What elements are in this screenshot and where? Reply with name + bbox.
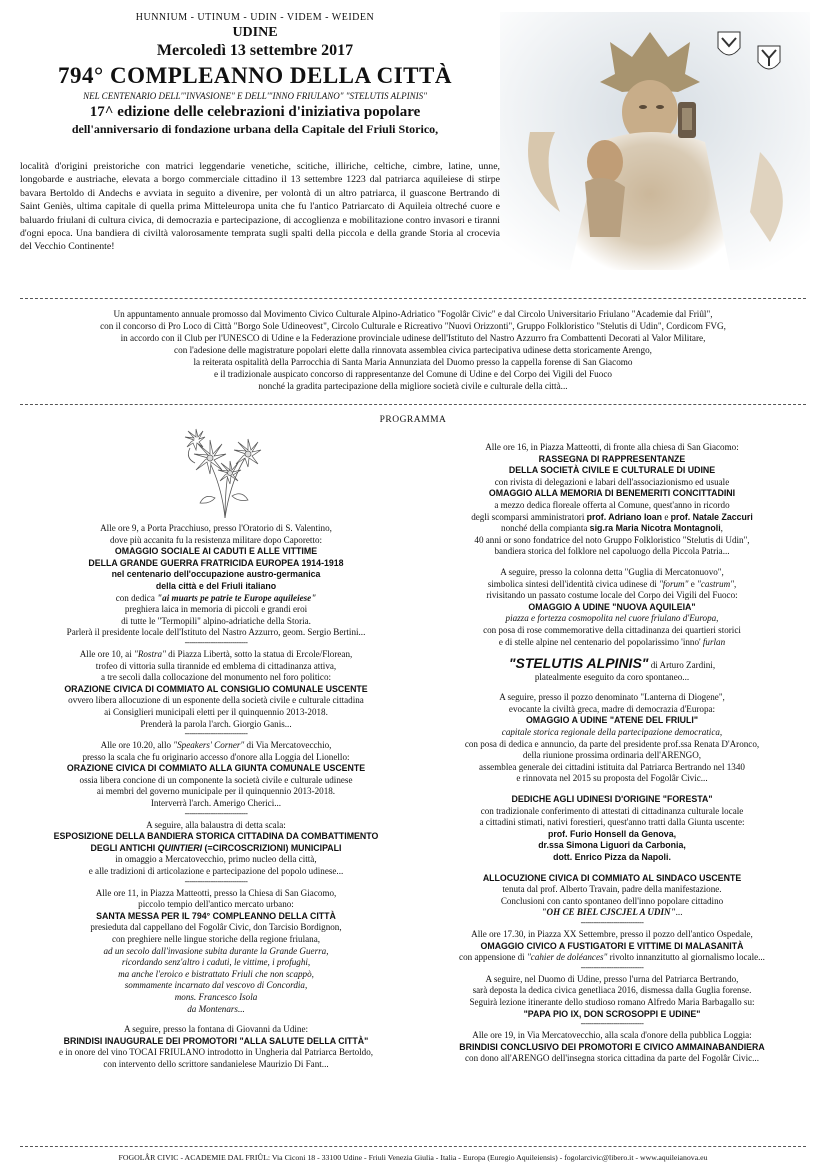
promo-line: nonché la gradita partecipazione della migliore società civile e culturale della città... — [258, 381, 568, 391]
text-line: ovvero libera allocuzione di un esponente della società civile e culturale cittadina — [68, 695, 364, 706]
text-span: di Piazza Libertà, sotto la statua di Ercole/Florean, — [165, 648, 353, 659]
promo-line: in accordo con il Club per l'UNESCO di Udine e la Federazione provinciale udinese dell'Istituto del Nastro Azzurro fra Combattenti Decorati al Valor Militare, — [120, 333, 706, 343]
text-line — [418, 579, 806, 591]
text-line: ma anche l'eroico e bistrattato Friuli che non scappò, — [118, 968, 314, 979]
text-line: Alle ore 19, in Via Mercatovecchio, alla scala d'onore della pubblica Loggia: — [472, 1030, 752, 1041]
text-line: ad un secolo dall'invasione subita durante la Grande Guerra, — [103, 945, 329, 956]
text-line — [418, 637, 806, 649]
separator: ----------------------------- — [580, 917, 644, 927]
text-line: Alle ore 11, in Piazza Matteotti, presso la Chiesa di San Giacomo, — [95, 887, 337, 898]
text-line: capitale storica regionale della partecipazione democratica, — [501, 727, 723, 738]
madonna-statue-image — [500, 12, 810, 270]
event-atene-del-friuli — [418, 692, 806, 792]
text-span: "Speakers' Corner" — [173, 740, 245, 751]
text-line: preghiera laica in memoria di piccoli e grandi eroi — [124, 604, 308, 615]
person-name: prof. Natale Zaccuri — [670, 511, 753, 522]
event-title: ORAZIONE CIVICA DI COMMIATO AL CONSIGLIO COMUNALE USCENTE — [64, 683, 368, 694]
event-title: DELLA SOCIETÀ CIVILE E CULTURALE DI UDINE — [508, 465, 716, 476]
text-span: , — [734, 578, 737, 589]
text-span: e di stelle alpine nel centenario del popolarissimo 'inno' — [498, 636, 703, 647]
text-line: piccolo tempio dell'antico mercato urbano: — [138, 899, 294, 910]
separator: ----------------------------- — [184, 729, 248, 739]
city-name: UDINE — [232, 25, 278, 40]
event-dediche-foresta — [418, 794, 806, 871]
text-line: con tradizionale conferimento di attestati di cittadinanza culturale locale — [480, 805, 744, 816]
text-span: DEGLI ANTICHI — [90, 842, 158, 853]
text-line: con intervento dello scrittore sandanielese Maurizio Di Fant... — [103, 1058, 329, 1069]
text-line: Prenderà la parola l'arch. Giorgio Ganis... — [140, 718, 292, 729]
text-line: ai Consiglieri municipali eletti per il quinquennio 2013-2018. — [104, 706, 328, 717]
promo-line: con il concorso di Pro Loco di Città "Borgo Sole Udineovest", Circolo Culturale e Ricreativo "Nuovi Orizzonti", Gruppo Folkloristico "Stelutis di Udin", Cordicom FVG, — [100, 321, 726, 331]
programme-right-column — [418, 442, 806, 1067]
event-title: ALLOCUZIONE CIVICA DI COMMIATO AL SINDACO USCENTE — [482, 872, 742, 883]
text-line: ossia libera concione di un componente la società civile e culturale udinese — [79, 774, 353, 785]
footer-contact: FOGOLÂR CIVIC - ACADEMIE DAL FRIÛL: Via Ciconi 18 - 33100 Udine - Friuli Venezia Giulia - Italia - Europa (Euregio Aquileiensis) - fogolarcivic@libero.it - www.aquileianova.eu — [118, 1153, 708, 1162]
event-title: DELLA GRANDE GUERRA FRATRICIDA EUROPEA 1914-1918 — [88, 557, 344, 568]
text-span: QUINTIERI — [157, 842, 203, 853]
promo-line: Un appuntamento annuale promosso dal Movimento Civico Culturale Alpino-Adriatico "Fogolâr Civic" e dal Circolo Universitario Friulano "Academie dal Friûl", — [113, 309, 713, 319]
text-span: e — [688, 578, 698, 589]
text-line — [418, 952, 806, 964]
text-line: da Montenars... — [187, 1003, 245, 1014]
text-line: Alle ore 16, in Piazza Matteotti, di fronte alla chiesa di San Giacomo: — [485, 442, 739, 452]
text-line: tenuta dal prof. Alberto Travain, padre della manifestazione. — [502, 884, 722, 895]
text-line: a cittadini stimati, nativi forestieri, quest'anno tratti dalla Giunta uscente: — [479, 817, 745, 828]
town-names: HUNNIUM - UTINUM - UDIN - VIDEM - WEIDEN — [135, 12, 375, 23]
event-title: ORAZIONE CIVICA DI COMMIATO ALLA GIUNTA COMUNALE USCENTE — [66, 763, 366, 774]
text-span: , — [720, 523, 723, 534]
text-line: A seguire, presso la colonna detta "Guglia di Mercatonuovo", — [500, 566, 724, 577]
intro-paragraph: località d'origini preistoriche con matrici leggendarie venetiche, scitiche, illiriche, celtiche, cimbre, latine, unne, longobarde e austriache, elevata a borgo commerciale cittadino il 13 settembre 1223 dal patriarca aquileiese di stirpe bavara Bertoldo di Andechs e avviata in seguito a divenire, per volontà di un altro patriarca, il guascone Bertrando di Saint Geniès, ultima capitale di quella prima Mitteleuropa unita che fu l'antico Patriarcato di Aquileia oltreché cuore e baluardo friulani di cultura civica, di democrazia e partecipazione, di accoglienza e mobilitazione contro invasori e tiranni d'ogni epoca. Una bandiera di civiltà valorosamente temprata sugli spalti della piccola e della grande Storia al crocevia del Vecchio Continente! — [20, 161, 500, 253]
person-name: sig.ra Maria Nicotra Montagnoli — [589, 523, 721, 534]
text-span: "Rostra" — [134, 648, 166, 659]
separator: ----------------------------- — [184, 808, 248, 818]
separator: ----------------------------- — [184, 876, 248, 886]
event-title: OMAGGIO CIVICO A FUSTIGATORI E VITTIME DI MALASANITÀ — [480, 940, 744, 951]
text-line: con rivista di delegazioni e labari dell'associazionismo ed usuale — [494, 476, 730, 487]
text-line: ai membri del governo municipale per il quinquennio 2013-2018. — [96, 786, 336, 797]
text-line — [418, 655, 806, 672]
text-line: con posa di dedica e annuncio, da parte del presidente prof.ssa Renata D'Aronco, — [464, 738, 760, 749]
event-subtitle: della città e del Friuli italiano — [155, 580, 277, 591]
event-title: OMAGGIO A UDINE "NUOVA AQUILEIA" — [528, 601, 696, 612]
text-line: rivisitando un passato costume locale del Corpo dei Vigili del Fuoco: — [486, 590, 738, 601]
separator: ----------------------------- — [580, 962, 644, 972]
event-title: DEDICHE AGLI UDINESI D'ORIGINE "FORESTA" — [511, 794, 713, 805]
text-span: rivolto innanzitutto al giornalismo locale... — [607, 952, 765, 963]
programme-title: PROGRAMMA — [379, 415, 447, 425]
text-line — [20, 649, 412, 661]
text-line: Alle ore 9, a Porta Pracchiuso, presso l'Oratorio di S. Valentino, — [100, 523, 332, 533]
text-line: 40 anni or sono fondatrice del noto Gruppo Folkloristico "Stelutis di Udin", — [474, 534, 750, 545]
text-line — [418, 512, 806, 524]
event-speakers-corner — [20, 740, 412, 818]
event-date: Mercoledì 13 settembre 2017 — [156, 42, 354, 59]
text-line: Alle ore 17.30, in Piazza XX Settembre, presso il pozzo dell'antico Ospedale, — [471, 928, 753, 939]
text-line: e alle tradizioni di articolazione e partecipazione del popolo udinese... — [88, 866, 344, 877]
divider — [20, 404, 806, 405]
event-title: "PAPA PIO IX, DON SCROSOPPI E UDINE" — [523, 1008, 701, 1019]
event-duomo — [418, 974, 806, 1028]
promoters-text — [20, 308, 806, 392]
person-name: dr.ssa Simona Liguori da Carbonia, — [538, 840, 686, 851]
event-inaugural-toast — [20, 1024, 412, 1070]
song-title: "STELUTIS ALPINIS" — [508, 655, 649, 672]
person-name: prof. Adriano Ioan — [586, 511, 663, 522]
separator: ----------------------------- — [184, 637, 248, 647]
text-line: piazza e fortezza cosmopolita nel cuore friulano d'Europa, — [505, 613, 719, 624]
text-line: Seguirà lezione itinerante dello studioso romano Alfredo Maria Barbagallo su: — [469, 996, 755, 1007]
text-line: a tre secoli dalla collocazione del monumento nel foro politico: — [100, 672, 332, 683]
event-title: OMAGGIO A UDINE "ATENE DEL FRIULI" — [525, 715, 699, 726]
text-span: con appensione di — [459, 952, 527, 963]
centenary-subtitle: NEL CENTENARIO DELL'"INVASIONE" E DELL'"INNO FRIULANO" "STELUTIS ALPINIS" — [83, 91, 427, 101]
text-span: "forum" — [659, 578, 689, 589]
song-title: "OH CE BIEL CJSCJEL A UDIN" — [541, 907, 676, 918]
event-subtitle: nel centenario dell'occupazione austro-germanica — [111, 569, 321, 580]
text-line: a mezzo dedica floreale offerta al Comune, quest'anno in ricordo — [494, 499, 730, 510]
text-line: dove più accanita fu la resistenza militare dopo Caporetto: — [109, 534, 323, 545]
divider — [20, 1146, 806, 1147]
text-span: furlan — [702, 636, 726, 647]
event-title: BRINDISI INAUGURALE DEI PROMOTORI "ALLA SALUTE DELLA CITTÀ" — [63, 1035, 369, 1046]
header — [20, 10, 490, 137]
event-malasanita — [418, 929, 806, 972]
person-name: prof. Furio Honsell da Genova, — [547, 828, 677, 839]
text-span: degli scomparsi amministratori — [471, 511, 587, 522]
event-title: ESPOSIZIONE DELLA BANDIERA STORICA CITTADINA DA COMBATTIMENTO — [53, 831, 379, 842]
text-span: di Via Mercatovecchio, — [244, 740, 332, 751]
text-line: bandiera storica del folklore nel capoluogo della Piccola Patria... — [494, 546, 730, 557]
text-line: in omaggio a Mercatovecchio, primo nucleo della città, — [115, 854, 317, 865]
dedication-quote: "ai muarts pe patrie te Europe aquileiese" — [157, 592, 317, 603]
text-line: sarà deposta la dedica civica genetliaca 2016, dismessa dalla Guglia forense. — [472, 985, 752, 996]
text-line: Interverrà l'arch. Amerigo Cherici... — [150, 798, 282, 809]
edelweiss-icon — [170, 418, 280, 523]
event-title: RASSEGNA DI RAPPRESENTANZE — [538, 453, 686, 464]
event-rassegna — [418, 442, 806, 565]
text-span: di Arturo Zardini, — [648, 660, 716, 671]
text-span: ... — [675, 907, 683, 918]
text-line: A seguire, nel Duomo di Udine, presso l'urna del Patriarca Bertrando, — [485, 973, 739, 984]
text-span: con dedica — [115, 592, 158, 603]
text-span: nonché della compianta — [501, 523, 590, 534]
promo-line: con l'adesione delle magistrature popolari elette dalla rinnovata assemblea civica partecipativa udinese detta storicamente Arengo, — [174, 345, 652, 355]
text-line: presso la scala che fu originario accesso d'onore alla Loggia del Lionello: — [82, 751, 350, 762]
text-line: e in onore del vino TOCAI FRIULANO introdotto in Ungheria dal Patriarca Bertoldo, — [58, 1047, 374, 1058]
text-span: simbolica sintesi dell'identità civica udinese di — [487, 578, 660, 589]
text-span: "cahier de doléances" — [526, 952, 608, 963]
event-title — [20, 843, 412, 855]
text-line: platealmente eseguito da coro spontaneo... — [534, 671, 690, 682]
text-line: evocante la civiltà greca, madre di democrazia d'Europa: — [508, 703, 716, 714]
text-span: Alle ore 10.20, allo — [100, 740, 174, 751]
text-line: trofeo di vittoria sulla tirannide ed emblema di cittadinanza attiva, — [95, 660, 337, 671]
event-porta-pracchiuso — [20, 523, 412, 647]
text-line: presieduta dal cappellano del Fogolâr Civic, don Tarcisio Bordignon, — [90, 922, 342, 933]
text-span: "castrum" — [697, 578, 734, 589]
event-santa-messa — [20, 888, 412, 1023]
divider — [20, 298, 806, 299]
event-title: OMAGGIO SOCIALE AI CADUTI E ALLE VITTIME — [114, 546, 318, 557]
text-line: sommamente incarnato dal vescovo di Concordia, — [124, 980, 308, 991]
text-line: con posa di rose commemorative della cittadinanza dei quartieri storici — [483, 624, 741, 635]
text-line: di tutte le "Termopili" alpino-adriatiche della Storia. — [121, 615, 311, 626]
promo-line: la reiterata ospitalità della Parrocchia di Santa Maria Annunziata del Duomo presso la cappella forense di San Giacomo — [193, 357, 633, 367]
event-flag-exhibition — [20, 820, 412, 886]
event-title: BRINDISI CONCLUSIVO DEI PROMOTORI E CIVICO AMMAINABANDIERA — [459, 1041, 765, 1052]
separator: ----------------------------- — [580, 1019, 644, 1029]
text-line: con preghiere nelle lingue storiche della regione friulana, — [111, 934, 321, 944]
event-title: OMAGGIO ALLA MEMORIA DI BENEMERITI CONCITTADINI — [488, 488, 736, 499]
foundation-line: dell'anniversario di fondazione urbana della Capitale del Friuli Storico, — [71, 122, 439, 136]
event-ammainabandiera — [418, 1030, 806, 1065]
event-title: SANTA MESSA PER IL 794° COMPLEANNO DELLA CITTÀ — [96, 910, 336, 921]
programme-left-column — [20, 523, 412, 1073]
text-line: Parlerà il presidente locale dell'Istituto del Nastro Azzurro, geom. Sergio Bertini... — [66, 627, 366, 638]
text-line: con dono all'ARENGO dell'insegna storica cittadina da parte del Fogolâr Civic... — [465, 1053, 759, 1064]
text-line: A seguire, alla balaustra di detta scala: — [146, 819, 286, 830]
text-span: (=CIRCOSCRIZIONI) MUNICIPALI — [202, 842, 342, 853]
text-line: ricordando senz'altro i caduti, le vittime, i profughi, — [121, 957, 311, 968]
text-span: e — [662, 511, 671, 522]
text-span: Alle ore 10, ai — [79, 648, 135, 659]
text-line — [20, 740, 412, 752]
event-allocuzione-sindaco — [418, 873, 806, 927]
text-line: Conclusioni con canto spontaneo dell'inno popolare cittadino — [500, 895, 724, 906]
page-title: 794° COMPLEANNO DELLA CITTÀ — [58, 63, 452, 88]
text-line: mons. Francesco Isola — [174, 991, 258, 1002]
text-line: e rinnovata nel 2015 su proposta del Fogolâr Civic... — [516, 773, 708, 784]
text-line: A seguire, presso il pozzo denominato "Lanterna di Diogene", — [499, 692, 725, 703]
text-line: A seguire, presso la fontana di Giovanni da Udine: — [123, 1024, 309, 1035]
person-name: dott. Enrico Pizza da Napoli. — [553, 852, 671, 862]
promo-line: e il tradizionale auspicato concorso di rappresentanze del Comune di Udine e del Corpo dei Vigili del Fuoco — [213, 369, 613, 379]
event-nuova-aquileia — [418, 567, 806, 690]
edition-line: 17^ edizione delle celebrazioni d'iniziativa popolare — [89, 104, 421, 120]
text-line: della riunione prossima ordinaria dell'ARENGO, — [522, 750, 702, 761]
text-line — [418, 523, 806, 535]
text-line — [20, 593, 412, 605]
text-line: assemblea generale dei cittadini istituita dal Patriarca Bertrando nel 1340 — [479, 761, 745, 772]
event-piazza-liberta — [20, 649, 412, 738]
